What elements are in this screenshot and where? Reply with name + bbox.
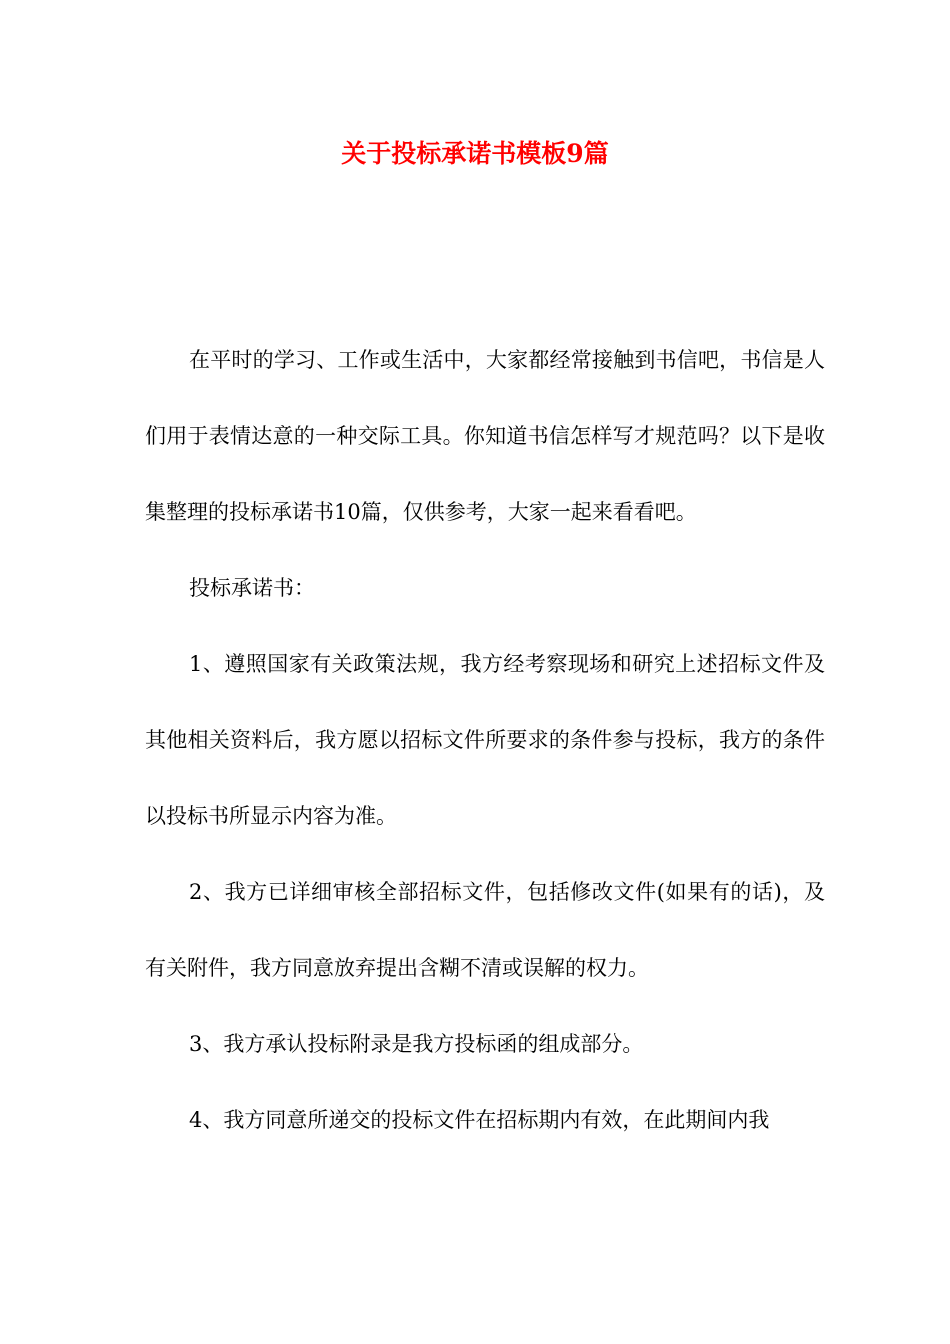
document-title: 关于投标承诺书模板9篇	[341, 139, 609, 168]
document-body	[145, 322, 825, 1158]
paragraph-heading: 投标承诺书：	[189, 576, 315, 600]
paragraph-item-1: 1、遵照国家有关政策法规，我方经考察现场和研究上述招标文件及其他相关资料后，我方愿以招标文件所要求的条件参与投标，我方的条件以投标书所显示内容为准。	[145, 652, 825, 828]
paragraph-intro: 在平时的学习、工作或生活中，大家都经常接触到书信吧，书信是人们用于表情达意的一种交际工具。你知道书信怎样写才规范吗？以下是收集整理的投标承诺书10篇，仅供参考，大家一起来看看吧。	[145, 348, 825, 524]
paragraph-item-2: 2、我方已详细审核全部招标文件，包括修改文件(如果有的话)，及有关附件，我方同意放弃提出含糊不清或误解的权力。	[145, 880, 825, 980]
paragraph-item-3: 3、我方承认投标附录是我方投标函的组成部分。	[189, 1032, 644, 1056]
paragraph-item-4: 4、我方同意所递交的投标文件在招标期内有效，在此期间内我	[189, 1108, 770, 1132]
